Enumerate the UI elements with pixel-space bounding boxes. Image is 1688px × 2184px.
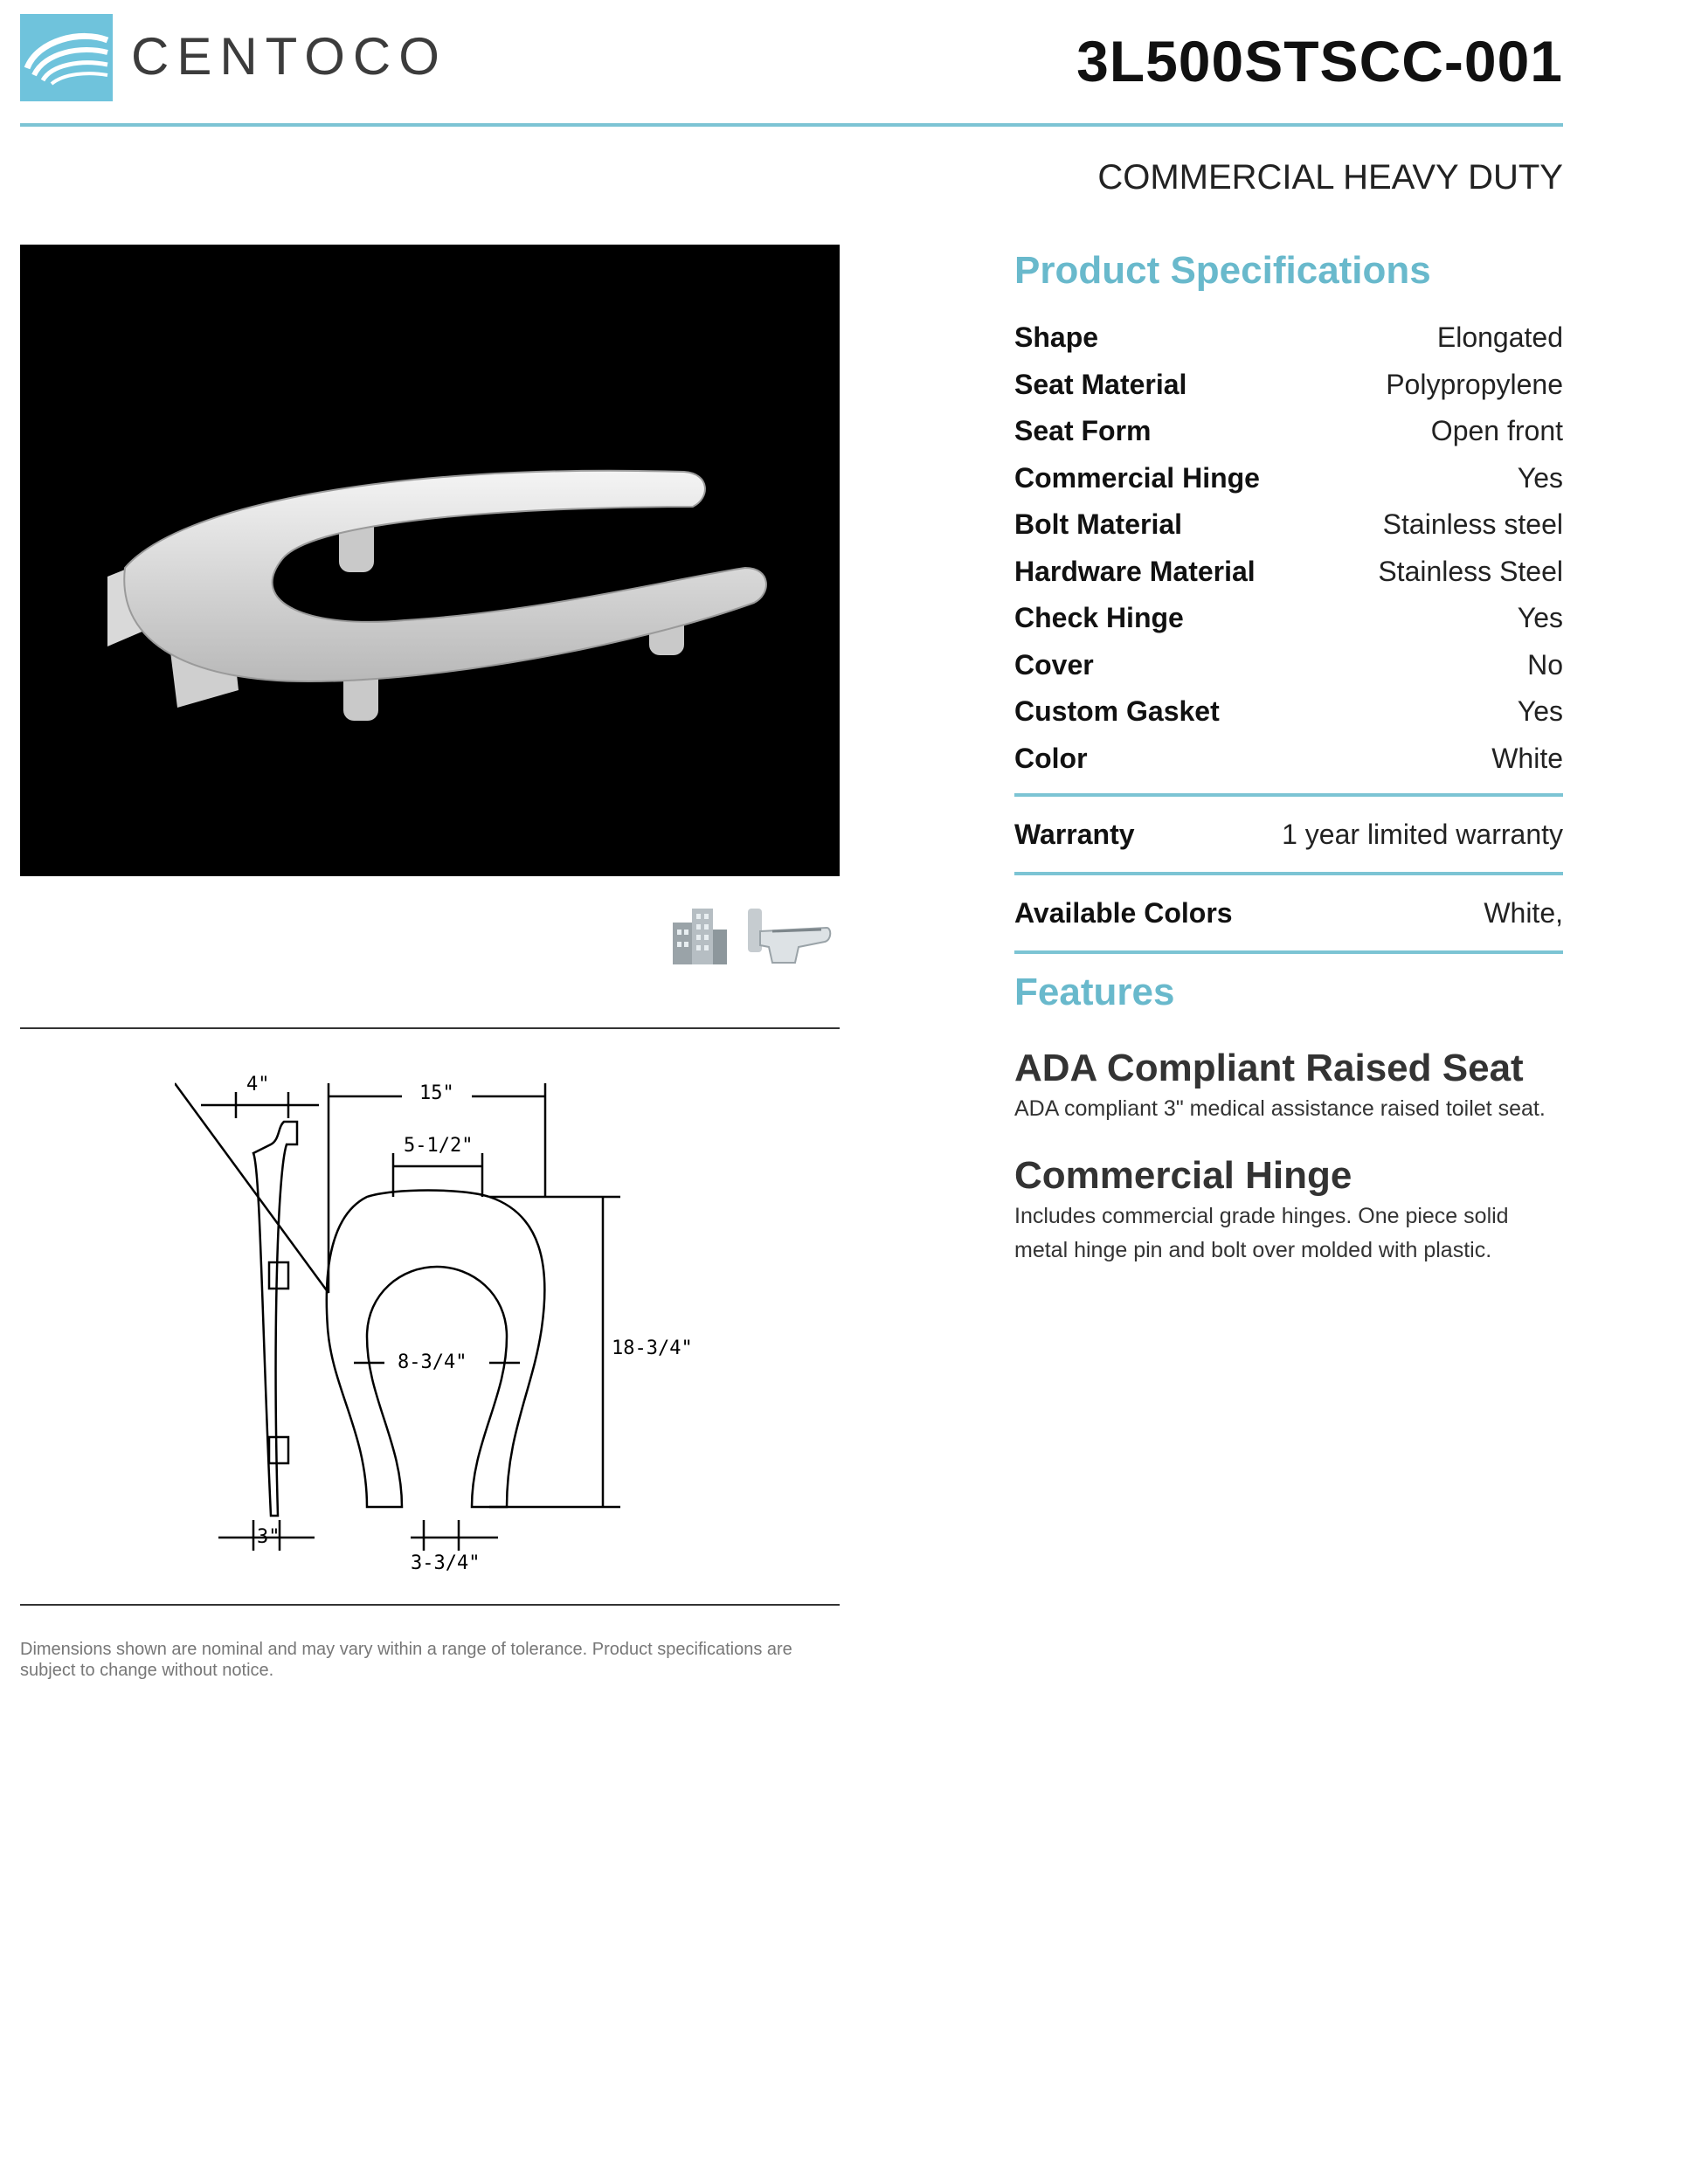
spec-value: Stainless steel: [1382, 508, 1563, 540]
spec-label: Custom Gasket: [1014, 695, 1220, 727]
product-sku: 3L500STSCC-001: [1076, 29, 1563, 93]
spec-row-bolt-material: [1014, 501, 1563, 549]
spec-row-check-hinge: [1014, 595, 1563, 642]
warranty-value: 1 year limited warranty: [1282, 819, 1563, 850]
spec-row-seat-material: [1014, 362, 1563, 409]
spec-value: Elongated: [1436, 321, 1563, 353]
drawing-top-divider: [20, 1027, 840, 1029]
available-colors-label: Available Colors: [1014, 897, 1233, 929]
dim-length-label: 18-3/4": [612, 1337, 693, 1359]
feature-text: ADA compliant 3" medical assistance raised toilet seat.: [1014, 1096, 1546, 1121]
centoco-logo-icon: [20, 14, 113, 101]
spec-list: [1014, 314, 1563, 782]
brand-name: CENTOCO: [131, 27, 447, 86]
feature-text: Includes commercial grade hinges. One piece solid metal hinge pin and bolt over molded with plastic.: [1014, 1204, 1509, 1262]
available-colors-row: [1014, 875, 1563, 950]
spec-label: Hardware Material: [1014, 555, 1256, 587]
spec-value: Yes: [1517, 695, 1563, 727]
specifications-panel: [1014, 245, 1563, 1268]
feature-heading: Commercial Hinge: [1014, 1154, 1352, 1197]
header-divider: [20, 123, 1563, 127]
spec-label: Commercial Hinge: [1014, 461, 1260, 494]
product-photo: [20, 245, 840, 876]
warranty-row: [1014, 797, 1563, 872]
spec-value: Polypropylene: [1386, 368, 1563, 400]
spec-label: Shape: [1014, 321, 1099, 353]
spec-value: No: [1527, 648, 1563, 681]
dim-height-label: 3": [257, 1526, 280, 1548]
spec-row-custom-gasket: [1014, 688, 1563, 736]
toilet-icon: [746, 905, 834, 966]
spec-value: Stainless Steel: [1378, 555, 1563, 587]
disclaimer-footnote: Dimensions shown are nominal and may vary within a range of tolerance. Product specifications are subject to change without notice.: [20, 1640, 792, 1680]
spec-row-commercial-hinge: [1014, 455, 1563, 502]
features-title: Features: [1014, 971, 1175, 1013]
spec-label: Seat Material: [1014, 368, 1187, 400]
feature-heading: ADA Compliant Raised Seat: [1014, 1047, 1524, 1089]
product-category: COMMERCIAL HEAVY DUTY: [1097, 158, 1563, 197]
spec-label: Cover: [1014, 648, 1094, 681]
spec-row-seat-form: [1014, 408, 1563, 455]
dim-opening-label: 8-3/4": [398, 1351, 467, 1373]
spec-value: Yes: [1517, 602, 1563, 633]
spec-value: Yes: [1517, 461, 1563, 494]
building-icon: [669, 905, 730, 966]
available-colors-value: White,: [1484, 897, 1563, 929]
spec-row-shape: [1014, 314, 1563, 362]
spec-label: Check Hinge: [1014, 602, 1184, 633]
dimension-drawing: [175, 1066, 734, 1590]
spec-label: Color: [1014, 742, 1088, 774]
specifications-title: Product Specifications: [1014, 249, 1431, 292]
spec-row-cover: [1014, 642, 1563, 689]
colors-divider: [1014, 950, 1563, 954]
dim-width-label: 15": [419, 1082, 454, 1104]
spec-row-hardware-material: [1014, 549, 1563, 596]
spec-row-color: [1014, 736, 1563, 783]
spec-label: Seat Form: [1014, 415, 1152, 446]
spec-label: Bolt Material: [1014, 508, 1183, 540]
spec-value: White: [1491, 742, 1563, 774]
dim-hinge-spacing-label: 5-1/2": [404, 1135, 474, 1157]
drawing-bottom-divider: [20, 1604, 840, 1606]
dim-gap-label: 3-3/4": [411, 1552, 481, 1574]
dim-depth-label: 4": [246, 1074, 270, 1095]
warranty-label: Warranty: [1014, 819, 1135, 850]
spec-value: Open front: [1430, 415, 1563, 446]
